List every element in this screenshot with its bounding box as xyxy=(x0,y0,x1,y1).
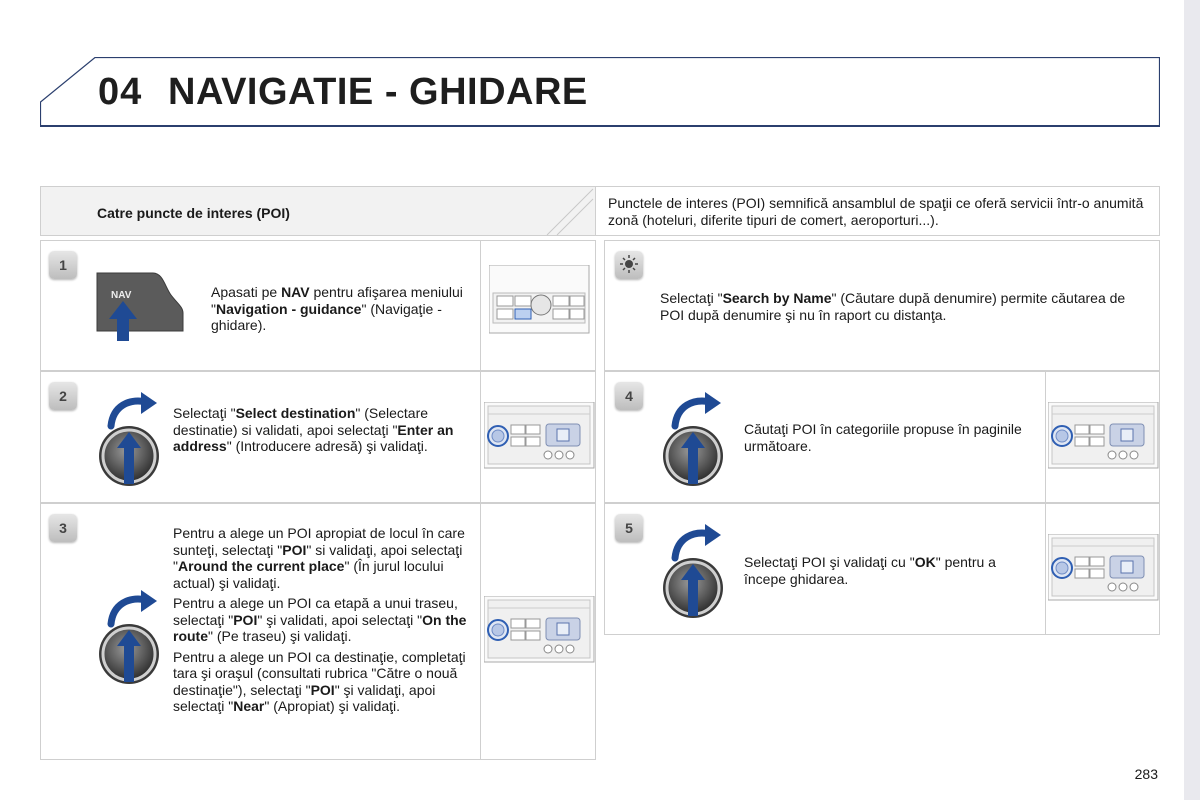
nav-button-icon xyxy=(93,269,185,343)
chapter-title: NAVIGATIE - GHIDARE xyxy=(168,71,588,113)
step-5-text: Selectaţi POI şi validaţi cu "OK" pentru a începe ghidarea. xyxy=(744,554,996,587)
search-by-name-tip-panel xyxy=(604,240,1160,371)
heading-diagonal-decoration xyxy=(535,187,595,237)
radio-front-panel-image xyxy=(1045,372,1160,502)
poi-around-paragraph: Pentru a alege un POI apropiat de locul în care sunteţi, selectaţi "POI" si validaţi, apoi selectaţi "Around the current place" (În jurul locului actual) şi validaţi. xyxy=(173,525,465,591)
tip-text: Selectaţi "Search by Name" (Căutare după denumire) permite căutarea de POI după denumire şi nu în raport cu distanţa. xyxy=(660,290,1126,323)
step-4-panel xyxy=(604,371,1160,503)
step-4-text: Căutaţi POI în categoriile propuse în paginile următoare. xyxy=(744,421,1022,454)
step-badge: 3 xyxy=(49,514,77,542)
radio-front-panel-image xyxy=(480,372,596,502)
step-badge: 5 xyxy=(615,514,643,542)
poi-section-heading xyxy=(40,186,596,236)
radio-front-panel-image xyxy=(1045,504,1160,634)
rotary-knob-icon xyxy=(99,586,163,688)
step-1-panel xyxy=(40,240,596,371)
poi-route-paragraph: Pentru a alege un POI ca etapă a unui traseu, selectaţi "POI" şi validati, apoi selectaţi "On the route" (Pe traseu) şi validaţi. xyxy=(173,595,467,644)
step-3-text xyxy=(173,525,469,719)
page-number: 283 xyxy=(1134,766,1158,782)
rotary-knob-icon xyxy=(663,388,727,490)
chapter-header xyxy=(40,57,1160,127)
step-3-panel xyxy=(40,503,596,760)
rotary-knob-icon xyxy=(99,388,163,490)
radio-front-panel-image xyxy=(480,241,596,370)
nav-key-label: NAV xyxy=(111,290,132,301)
tip-lightbulb-icon xyxy=(615,251,643,279)
poi-intro-text: Punctele de interes (POI) semnifică ansamblul de spaţii ce oferă servicii într-o anumită zonă (hoteluri, diferite tipuri de comert, aeroporturi...). xyxy=(596,186,1160,236)
step-2-text: Selectaţi "Select destination" (Selectare destinatie) si validati, apoi selectaţi "Enter an address" (Introducere adresă) şi validaţi. xyxy=(173,405,454,454)
step-5-panel xyxy=(604,503,1160,635)
radio-front-panel-image xyxy=(480,504,596,759)
rotary-knob-icon xyxy=(663,520,727,622)
step-badge: 1 xyxy=(49,251,77,279)
page-edge-strip xyxy=(1184,0,1200,800)
step-2-panel xyxy=(40,371,596,503)
chapter-number: 04 xyxy=(98,71,143,113)
poi-heading-text: Catre puncte de interes (POI) xyxy=(97,205,290,221)
step-badge: 2 xyxy=(49,382,77,410)
poi-near-paragraph: Pentru a alege un POI ca destinaţie, completaţi tara şi oraşul (consultati rubrica "Către o nouă destinaţie"), selectaţi "POI" şi validaţi, apoi selectaţi "Near" (Apropiat) şi validaţi. xyxy=(173,648,466,714)
step-1-text: Apasati pe NAV pentru afişarea meniului "Navigation - guidance" (Navigaţie - ghidare). xyxy=(211,284,463,333)
step-badge: 4 xyxy=(615,382,643,410)
